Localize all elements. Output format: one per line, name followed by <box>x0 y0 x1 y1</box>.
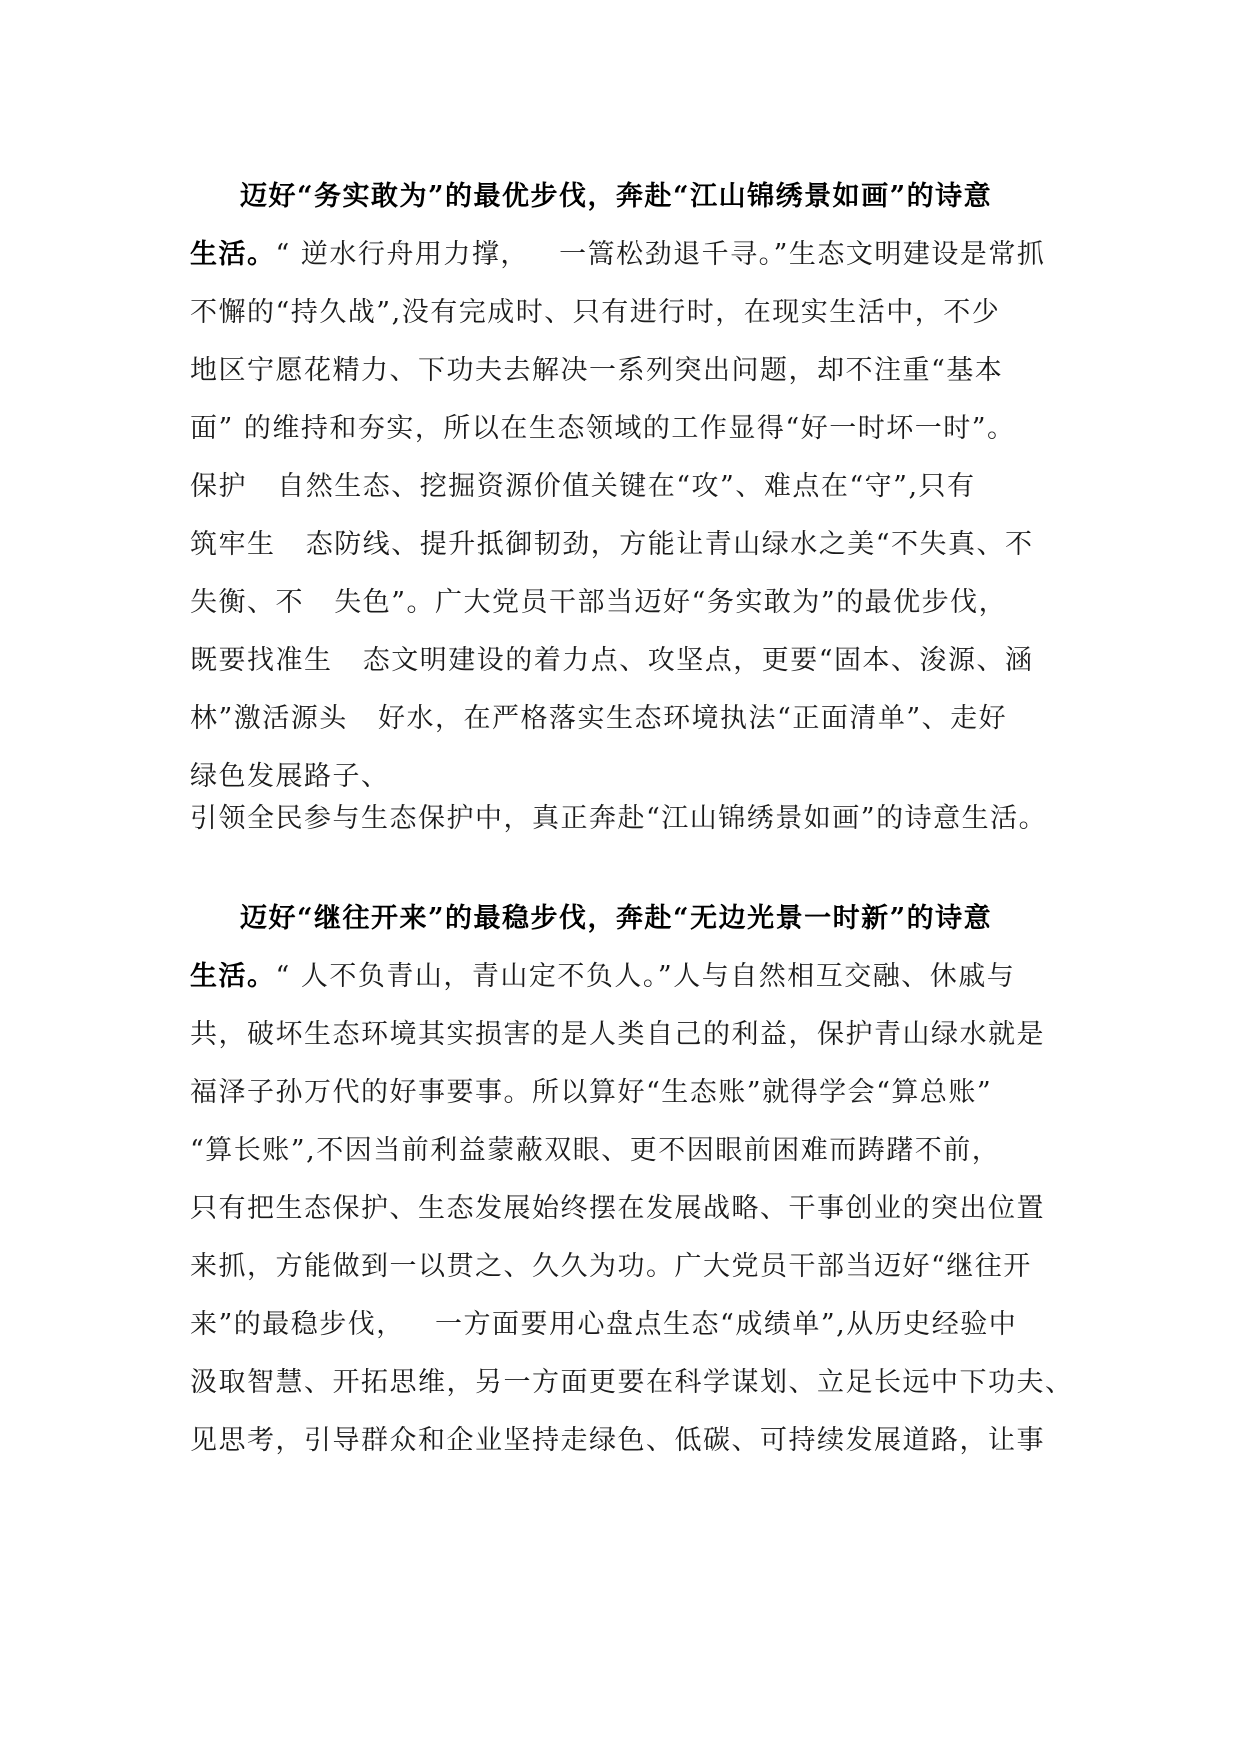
paragraph-line: 汲取智慧、开拓思维，另一方面更要在科学谋划、立足长远中下功夫、 <box>190 1367 1074 1398</box>
paragraph-line <box>190 234 1070 292</box>
paragraph-line: 保护 自然生态、挖掘资源价值关键在“攻”、难点在“守”,只有 <box>190 471 976 502</box>
paragraph-heading: 迈好“务实敢为”的最优步伐，奔赴“江山锦绣景如画”的诗意 <box>240 181 993 212</box>
paragraph-line: 失衡、不 失色”。广大党员干部当迈好“务实敢为”的最优步伐， <box>190 587 1008 618</box>
paragraph-heading: 迈好“继往开来”的最稳步伐，奔赴“无边光景一时新”的诗意 <box>240 903 993 934</box>
paragraph-heading-line <box>190 176 1070 234</box>
paragraph-1 <box>190 176 1070 856</box>
paragraph-line: 筑牢生 态防线、提升抵御韧劲，方能让青山绿水之美“不失真、不 <box>190 529 1034 560</box>
paragraph-text: “ 逆水行舟用力撑， 一篙松劲退千寻。”生态文明建设是常抓 <box>275 239 1046 270</box>
paragraph-line: 来抓，方能做到一以贯之、久久为功。广大党员干部当迈好“继往开 <box>190 1251 1032 1282</box>
paragraph-line <box>190 956 1070 1014</box>
paragraph-line: 面” 的维持和夯实，所以在生态领域的工作显得“好一时坏一时”。 <box>190 413 1016 444</box>
paragraph-line: 不懈的“持久战”,没有完成时、只有进行时，在现实生活中，不少 <box>190 297 1001 328</box>
paragraph-line: 地区宁愿花精力、下功夫去解决一系列突出问题，却不注重“基本 <box>190 355 1004 386</box>
paragraph-line: 引领全民参与生态保护中，真正奔赴“江山锦绣景如画”的诗意生活。 <box>190 803 1048 834</box>
paragraph-line: 见思考，引导群众和企业坚持走绿色、低碳、可持续发展道路，让事 <box>190 1425 1045 1456</box>
paragraph-line: 既要找准生 态文明建设的着力点、攻坚点，更要“固本、浚源、涵 <box>190 645 1034 676</box>
paragraph-2 <box>190 898 1074 1478</box>
paragraph-text: “ 人不负青山，青山定不负人。”人与自然相互交融、休戚与 <box>275 961 1016 992</box>
paragraph-line: “算长账”,不因当前利益蒙蔽双眼、更不因眼前困难而踌躇不前， <box>190 1135 1001 1166</box>
paragraph-line: 福泽子孙万代的好事要事。所以算好“生态账”就得学会“算总账” <box>190 1077 993 1108</box>
paragraph-line: 来”的最稳步伐， 一方面要用心盘点生态“成绩单”,从历史经验中 <box>190 1309 1018 1340</box>
paragraph-line: 林”激活源头 好水，在严格落实生态环境执法“正面清单”、走好 <box>190 703 1008 734</box>
paragraph-heading-end: 生活。 <box>190 239 276 270</box>
paragraph-line: 只有把生态保护、生态发展始终摆在发展战略、干事创业的突出位置 <box>190 1193 1045 1224</box>
paragraph-line: 绿色发展路子、 <box>190 761 390 792</box>
paragraph-heading-end: 生活。 <box>190 961 276 992</box>
paragraph-heading-line <box>190 898 1070 956</box>
paragraph-line: 共，破坏生态环境其实损害的是人类自己的利益，保护青山绿水就是 <box>190 1019 1045 1050</box>
